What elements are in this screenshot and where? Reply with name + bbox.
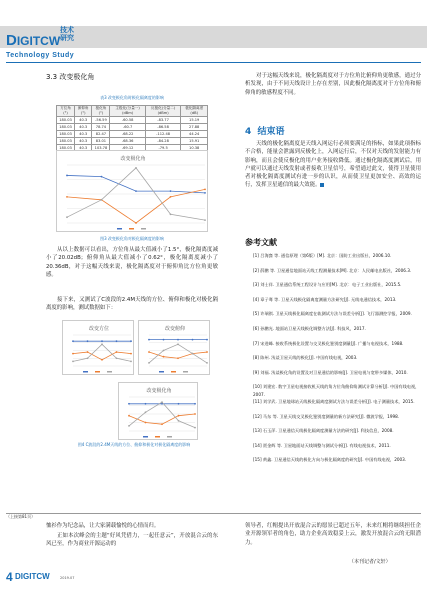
series-point bbox=[128, 403, 130, 405]
series-point bbox=[101, 199, 103, 201]
reference-item: [13] 石玉萍. 卫星通信天线极化隔离度测量方法的研究[J]. 科技信息，2008. bbox=[253, 428, 394, 434]
legend-swatch bbox=[141, 228, 146, 230]
series-point bbox=[135, 167, 137, 169]
series-point bbox=[178, 415, 180, 417]
reference-item: [9] 刘福. 浅谈极化角的设置及对卫星通信的影响[J]. 卫星电视与宽带多媒体，2010. bbox=[253, 369, 408, 375]
legend-swatch bbox=[183, 371, 188, 373]
table-cell: -68.22 bbox=[110, 130, 145, 137]
series-point bbox=[128, 415, 130, 417]
chart-title: 改变极化角 bbox=[120, 156, 146, 162]
paragraph-conclusion-intro: 对于这幅天线来说，极化隔离度对于方位角比俯仰角更敏感，通过分析发现，由于不同天线设计上存在差别，因此极化隔离度对于方位角和俯仰角的敏感程度不同。 bbox=[245, 73, 421, 96]
table-cell: 40.3 bbox=[75, 116, 92, 123]
series-point bbox=[194, 427, 196, 429]
paragraph-analysis-1: 从以上数据可以看出，方位角从最大值减小了1.5°，极化隔离度减小了20.02dB；俯仰角从最大值减小了0.62°，极化隔离度减小了20.36dB，对于这幅天线来说，极化隔离度对于俯仰角比方位角更敏感。 bbox=[46, 247, 218, 278]
table-cell: 15.19 bbox=[181, 116, 208, 123]
series-line bbox=[149, 344, 207, 363]
table-cell: 103.78 bbox=[92, 144, 110, 151]
magazine-logo: DIGITCW bbox=[6, 32, 61, 49]
series-point bbox=[72, 340, 74, 342]
table-header-row bbox=[57, 106, 208, 117]
column-title-en: Technology Study bbox=[6, 52, 75, 59]
series-point bbox=[135, 190, 137, 192]
table-header-cell: 方位角(°) bbox=[57, 106, 75, 117]
table-cell: 180.03 bbox=[57, 137, 75, 144]
chart-elevation bbox=[138, 320, 210, 375]
series-point bbox=[101, 359, 103, 361]
table-header-cell: 极化角(°) bbox=[92, 106, 110, 117]
reference-item: [10] 刘建宏. 数字卫星电视接收机天线的角方位角俯仰角测试计算分析[J]. 中国有线电视，2007. bbox=[253, 384, 420, 397]
table-cell: 180.03 bbox=[57, 130, 75, 137]
series-point bbox=[170, 196, 172, 198]
table-cell: 27.88 bbox=[181, 123, 208, 130]
table-cell: 15.91 bbox=[181, 137, 208, 144]
legend-swatch bbox=[95, 371, 100, 373]
legend-swatch bbox=[107, 371, 112, 373]
table-cell: -84.28 bbox=[145, 137, 181, 144]
legend-swatch bbox=[117, 228, 122, 230]
series-point bbox=[163, 339, 165, 341]
table-cell: 180.03 bbox=[57, 144, 75, 151]
end-mark-icon bbox=[320, 183, 324, 187]
legend-swatch bbox=[155, 436, 160, 438]
series-point bbox=[101, 343, 103, 345]
series-point bbox=[145, 403, 147, 405]
legend-swatch bbox=[129, 228, 134, 230]
series-point bbox=[192, 353, 194, 355]
table-cell: -112.48 bbox=[145, 130, 181, 137]
series-point bbox=[130, 340, 132, 342]
bottom-divider bbox=[6, 513, 421, 514]
section-3-3-title: 3.3 改变极化角 bbox=[46, 73, 95, 81]
series-point bbox=[128, 425, 130, 427]
reference-item: [7] 宋进峰. 接收系统极化设置与交叉极化鉴别度测量[J]. 广播与电视技术，1988. bbox=[253, 340, 404, 346]
bottom-paragraph-1: 恤衫作为纪念品，让大家满载愉悦的心情而归。 bbox=[46, 523, 160, 529]
series-point bbox=[161, 423, 163, 425]
legend-swatch bbox=[83, 371, 88, 373]
table-cell: -69.12 bbox=[110, 144, 145, 151]
paragraph-analysis-2: 接下来，又测试了C波段的2.4M天线的方位、俯仰和极化对极化隔离度的影响，测试数据如下： bbox=[46, 297, 218, 312]
series-point bbox=[116, 357, 118, 359]
chart-polarization-angle bbox=[56, 150, 208, 232]
footer-brand: DIGITCW bbox=[15, 572, 50, 581]
page-number: 4 bbox=[6, 570, 13, 584]
series-point bbox=[145, 411, 147, 413]
footer-date: 2019.07 bbox=[60, 576, 75, 580]
series-point bbox=[116, 340, 118, 342]
table-cell: 40.3 bbox=[75, 137, 92, 144]
series-point bbox=[135, 222, 137, 224]
series-point bbox=[177, 343, 179, 345]
table-cell: -86.58 bbox=[145, 123, 181, 130]
series-point bbox=[204, 188, 206, 190]
series-point bbox=[177, 357, 179, 359]
table-row bbox=[57, 116, 208, 123]
table-cell: 180.03 bbox=[57, 116, 75, 123]
table-cell: -60.58 bbox=[110, 116, 145, 123]
table-cell: 78.74 bbox=[92, 123, 110, 130]
reference-item: [5] 许瑞祺. 卫星天线极化隔离度在轨测试方法与误差分析[J]. 飞行器测控学报，2009. bbox=[253, 311, 412, 317]
legend-swatch bbox=[167, 436, 172, 438]
series-line bbox=[67, 189, 205, 223]
data-table bbox=[56, 105, 208, 152]
figure-4-caption: 图4 C波段的2.4M天线的方位、俯仰和极化对极化隔离度的影响 bbox=[77, 442, 191, 447]
series-point bbox=[161, 401, 163, 403]
series-point bbox=[66, 175, 68, 177]
table-caption: 表3 改变极化角时极化隔离度的影响 bbox=[100, 95, 164, 100]
series-point bbox=[204, 219, 206, 221]
series-point bbox=[148, 339, 150, 341]
reference-item: [6] 孙鹏光. 地面站卫星天线极化调整方法[J]. 科技风，2017. bbox=[253, 326, 366, 331]
reference-item: [15] 黄鑫. 卫星通信天线的极化方向与极化隔离度的研究[J]. 中国有线电视，2003. bbox=[253, 457, 407, 463]
table-cell: 10.38 bbox=[181, 144, 208, 151]
table-cell: 44.24 bbox=[181, 130, 208, 137]
series-point bbox=[148, 351, 150, 353]
chart-azimuth bbox=[62, 320, 134, 375]
table-row bbox=[57, 130, 208, 137]
series-point bbox=[72, 353, 74, 355]
series-point bbox=[87, 351, 89, 353]
reference-item: [4] 章子骞 等. 卫星天线极化隔离度测量方法研究[J]. 无线电通信技术，2013. bbox=[253, 296, 397, 302]
series-point bbox=[145, 422, 147, 424]
series-point bbox=[66, 216, 68, 218]
table-cell: 83.01 bbox=[92, 137, 110, 144]
bottom-paragraph-right: 领导者，红帽提出开放混合云的愿景已超过五年，未来红帽将继续担任企业开源领军者的角色，助力企业高效稳妥上云，激发开放混合云的无限潜力。 bbox=[245, 523, 421, 546]
table-header-cell: 反极化(分量二)(dBm) bbox=[145, 106, 181, 117]
reference-item: [8] 陈州. 浅谈卫星天线的极化[J]. 中国有线电视，2003. bbox=[253, 355, 358, 361]
table-header-cell: 主极化(分量一)(dBm) bbox=[110, 106, 145, 117]
series-point bbox=[66, 196, 68, 198]
table-cell: -79.5 bbox=[145, 144, 181, 151]
chart-polarization-c-band bbox=[118, 382, 198, 440]
table-cell: -60.7 bbox=[110, 123, 145, 130]
reference-item: [1] 吕海寰 等. 通信原理（第6版）[M]. 北京：国防工业出版社，2006.10. bbox=[253, 253, 392, 258]
reference-item: [14] 贾金辉 等. 卫星地面站天线调整与测试分析[J]. 有线电视技术，2011. bbox=[253, 442, 391, 448]
table-cell: 180.03 bbox=[57, 123, 75, 130]
series-point bbox=[206, 339, 208, 341]
series-point bbox=[177, 339, 179, 341]
figure-3-caption: 图3 改变极化角对极化隔离度的影响 bbox=[100, 236, 164, 241]
author-signature: （本刊记者/文轩） bbox=[349, 559, 391, 565]
series-point bbox=[170, 213, 172, 215]
series-point bbox=[178, 420, 180, 422]
chart-title: 改变俯仰 bbox=[164, 326, 186, 332]
table-row bbox=[57, 123, 208, 130]
series-point bbox=[163, 356, 165, 358]
table-cell: 40.3 bbox=[75, 123, 92, 130]
series-point bbox=[87, 357, 89, 359]
series-point bbox=[178, 403, 180, 405]
series-point bbox=[72, 360, 74, 362]
table-cell: 82.47 bbox=[92, 130, 110, 137]
series-point bbox=[206, 362, 208, 364]
reference-item: [2] 薛鹏 等. 卫星通信地面站天线工程测量技术[M]. 北京：人民邮电出版社，2006.3. bbox=[253, 267, 412, 273]
series-point bbox=[87, 340, 89, 342]
bottom-paragraph-2: 正如本次峰会的主题“好风凭借力，一起任意云”，开放混合云的东风已至，作为商业开源运动的 bbox=[46, 533, 218, 548]
series-point bbox=[194, 413, 196, 415]
legend-swatch bbox=[171, 371, 176, 373]
legend-swatch bbox=[143, 436, 148, 438]
series-point bbox=[192, 339, 194, 341]
series-line bbox=[73, 352, 131, 360]
table-cell: -83.77 bbox=[145, 116, 181, 123]
series-point bbox=[170, 190, 172, 192]
legend-swatch bbox=[159, 371, 164, 373]
table-cell: -68.36 bbox=[110, 137, 145, 144]
chart-title: 改变极化角 bbox=[146, 388, 172, 394]
table-header-cell: 俯仰角(°) bbox=[75, 106, 92, 117]
column-title: 技术 研究 bbox=[60, 26, 74, 42]
series-point bbox=[194, 403, 196, 405]
reference-item: [12] 马东 等. 卫星天线交叉极化鉴别度测量的新方法研究[J]. 微波学报，1998. bbox=[253, 413, 400, 419]
reference-item: [11] 刘学武. 卫星地球站天线极化隔离度测试方法与误差分析[J]. 电子测量技术，2015. bbox=[253, 399, 415, 404]
continued-note: （上接第81页） bbox=[6, 514, 36, 519]
table-cell: 40.3 bbox=[75, 144, 92, 151]
section-4-title: 4 结束语 bbox=[245, 127, 285, 137]
series-point bbox=[206, 351, 208, 353]
reference-item: [3] 刘士祥. 卫星通信系统工程设计与应用[M]. 北京：电子工业出版社，2015.5. bbox=[253, 282, 402, 288]
series-point bbox=[116, 351, 118, 353]
series-point bbox=[204, 192, 206, 194]
header-divider bbox=[6, 62, 421, 63]
table-cell: -56.59 bbox=[92, 116, 110, 123]
table-row bbox=[57, 137, 208, 144]
paragraph-conclusion: 天线的极化隔离度是天线入网运行必须要满足的指标，如果此项指标不合格，能量会泄露到反极化上，入网运行后，不仅对天线的发射能力有影响，而且会使反极化的用户业务接收降低。通过极化隔离度测试后，用户就可以通过天线发射或者接收卫星信号，希望通过此文，使得卫星使用者对极化隔离度测试有进一步的认识，从而使卫星更加安全、高效的运行，发挥卫星通信的最大效能。 bbox=[245, 141, 421, 189]
series-point bbox=[163, 350, 165, 352]
series-point bbox=[148, 362, 150, 364]
chart-title: 改变方位 bbox=[88, 326, 110, 332]
series-point bbox=[101, 176, 103, 178]
table-cell: 40.3 bbox=[75, 130, 92, 137]
table-header-cell: 极化隔离度(dB) bbox=[181, 106, 208, 117]
series-point bbox=[101, 340, 103, 342]
series-point bbox=[130, 353, 132, 355]
references-title: 参考文献 bbox=[245, 238, 277, 247]
series-point bbox=[130, 360, 132, 362]
